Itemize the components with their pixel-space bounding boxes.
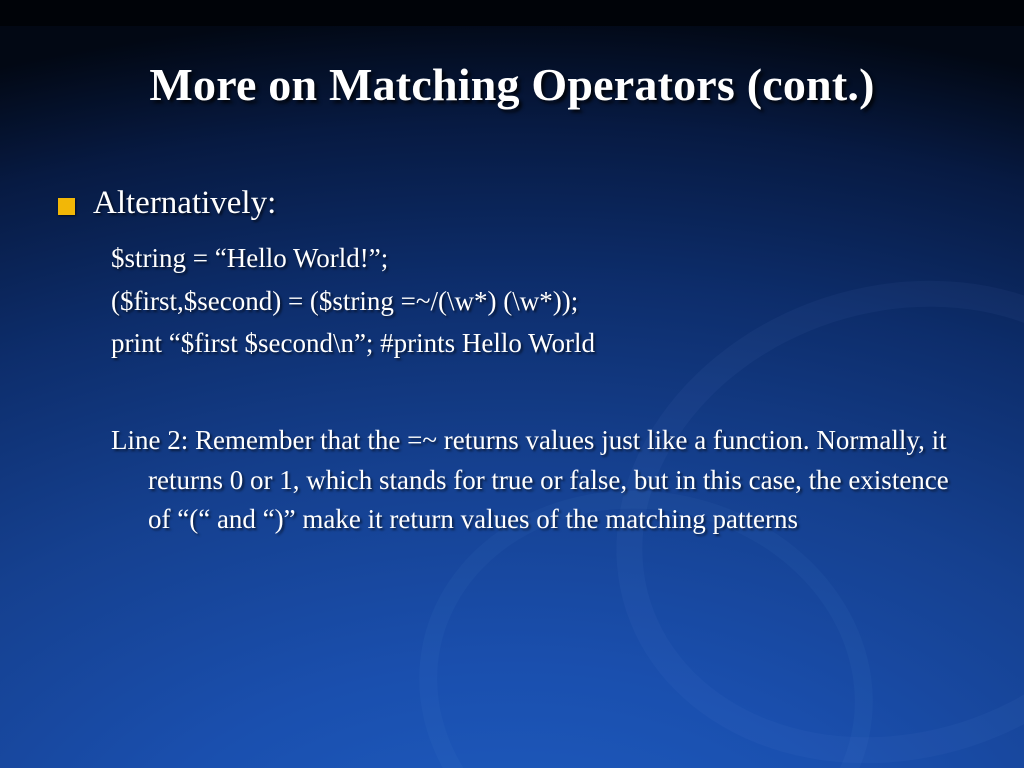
- bullet-item-label: Alternatively:: [93, 185, 277, 221]
- square-bullet-icon: [58, 198, 75, 215]
- slide-body: [58, 185, 984, 540]
- code-block: [111, 237, 984, 365]
- explanation-note-text: Line 2: Remember that the =~ returns values just like a function. Normally, it returns 0 or 1, which stands for true or false, but in this case, the existence of “(“ and “)” make it return values of the matching patterns: [111, 424, 949, 535]
- slide-top-edge: [0, 0, 1024, 26]
- code-line: ($first,$second) = ($string =~/(\w*) (\w*));: [111, 285, 579, 316]
- page-title: More on Matching Operators (cont.): [149, 59, 875, 110]
- code-line: print “$first $second\n”; #prints Hello World: [111, 328, 595, 359]
- bullet-item-alternatively: [58, 185, 984, 223]
- code-line: $string = “Hello World!”;: [111, 242, 389, 273]
- explanation-note: [111, 421, 956, 540]
